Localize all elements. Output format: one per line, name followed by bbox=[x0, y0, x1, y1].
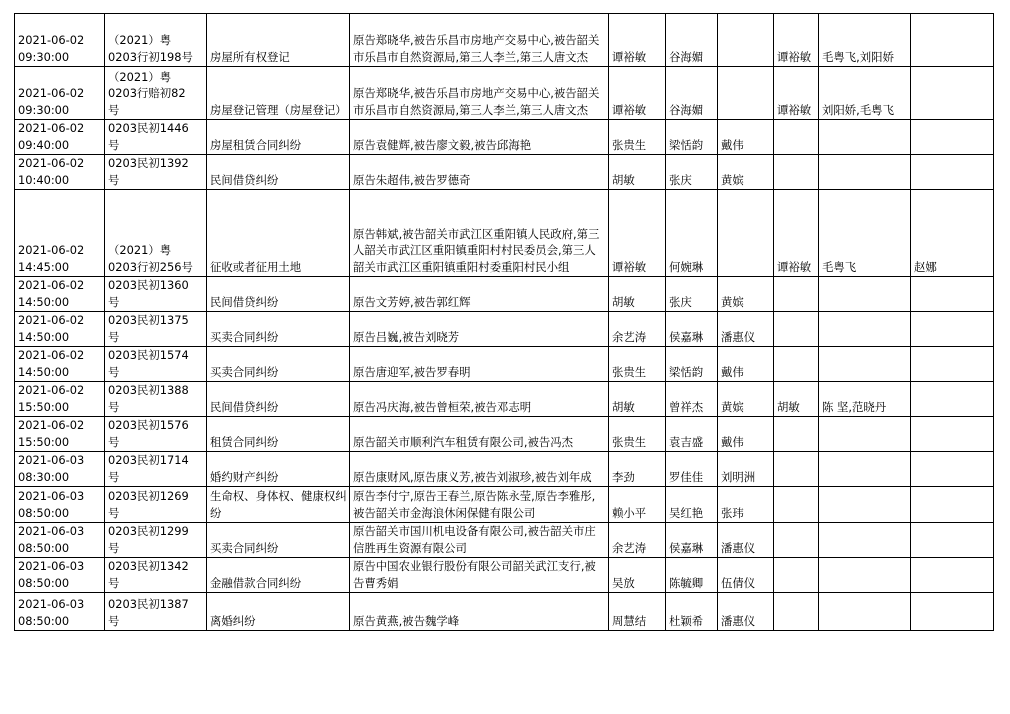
hearing-time-cell: 2021-06-02 09:30:00 bbox=[15, 67, 105, 120]
juror-cell bbox=[911, 67, 994, 120]
panel-members-cell bbox=[819, 347, 911, 382]
juror-cell bbox=[911, 277, 994, 312]
case-number-cell: 0203民初1299 号 bbox=[105, 523, 207, 558]
case-number-cell: 0203民初1388 号 bbox=[105, 382, 207, 417]
case-number-cell: （2021）粤 0203行初198号 bbox=[105, 14, 207, 67]
table-row bbox=[15, 558, 994, 593]
panel-judge-cell bbox=[774, 120, 819, 155]
panel-judge-cell bbox=[774, 558, 819, 593]
hearing-time-cell: 2021-06-03 08:50:00 bbox=[15, 487, 105, 523]
presiding-judge-cell: 周慧结 bbox=[609, 593, 666, 631]
table-row bbox=[15, 67, 994, 120]
clerk-cell: 张庆 bbox=[666, 277, 718, 312]
panel-members-cell bbox=[819, 523, 911, 558]
clerk-cell: 陈毓卿 bbox=[666, 558, 718, 593]
case-number-cell: （2021）粤 0203行赔初82 号 bbox=[105, 67, 207, 120]
clerk-cell: 吴红艳 bbox=[666, 487, 718, 523]
assistant-cell: 黄嫔 bbox=[718, 277, 774, 312]
panel-members-cell: 毛粤飞 bbox=[819, 190, 911, 277]
panel-judge-cell: 谭裕敏 bbox=[774, 67, 819, 120]
parties-cell: 原告唐迎军,被告罗春明 bbox=[350, 347, 609, 382]
parties-cell: 原告黄燕,被告魏学峰 bbox=[350, 593, 609, 631]
clerk-cell: 罗佳佳 bbox=[666, 452, 718, 487]
parties-cell: 原告中国农业银行股份有限公司韶关武江支行,被告曹秀娟 bbox=[350, 558, 609, 593]
assistant-cell: 黄嫔 bbox=[718, 155, 774, 190]
case-cause-cell: 房屋登记管理（房屋登记） bbox=[207, 67, 350, 120]
parties-cell: 原告韩斌,被告韶关市武江区重阳镇人民政府,第三人韶关市武江区重阳镇重阳村村民委员会,第三人韶关市武江区重阳镇重阳村委重阳村民小组 bbox=[350, 190, 609, 277]
hearing-time-cell: 2021-06-02 15:50:00 bbox=[15, 382, 105, 417]
presiding-judge-cell: 谭裕敏 bbox=[609, 67, 666, 120]
panel-members-cell bbox=[819, 417, 911, 452]
hearing-time-cell: 2021-06-03 08:30:00 bbox=[15, 452, 105, 487]
case-number-cell: 0203民初1446 号 bbox=[105, 120, 207, 155]
assistant-cell bbox=[718, 190, 774, 277]
juror-cell bbox=[911, 523, 994, 558]
presiding-judge-cell: 胡敏 bbox=[609, 382, 666, 417]
case-cause-cell: 买卖合同纠纷 bbox=[207, 312, 350, 347]
parties-cell: 原告韶关市国川机电设备有限公司,被告韶关市庄信胜再生资源有限公司 bbox=[350, 523, 609, 558]
assistant-cell: 黄嫔 bbox=[718, 382, 774, 417]
parties-cell: 原告袁健辉,被告廖文毅,被告邱海艳 bbox=[350, 120, 609, 155]
panel-members-cell: 陈 坚,范晓丹 bbox=[819, 382, 911, 417]
case-cause-cell: 买卖合同纠纷 bbox=[207, 523, 350, 558]
case-number-cell: 0203民初1269 号 bbox=[105, 487, 207, 523]
juror-cell bbox=[911, 487, 994, 523]
panel-judge-cell bbox=[774, 487, 819, 523]
panel-members-cell: 毛粤飞,刘阳娇 bbox=[819, 14, 911, 67]
table-row bbox=[15, 452, 994, 487]
juror-cell bbox=[911, 382, 994, 417]
presiding-judge-cell: 余艺涛 bbox=[609, 523, 666, 558]
panel-judge-cell bbox=[774, 347, 819, 382]
case-number-cell: 0203民初1360 号 bbox=[105, 277, 207, 312]
case-number-cell: （2021）粤 0203行初256号 bbox=[105, 190, 207, 277]
parties-cell: 原告郑晓华,被告乐昌市房地产交易中心,被告韶关市乐昌市自然资源局,第三人李兰,第三人唐文杰 bbox=[350, 67, 609, 120]
clerk-cell: 侯嘉琳 bbox=[666, 312, 718, 347]
clerk-cell: 梁恬韵 bbox=[666, 120, 718, 155]
table-row bbox=[15, 523, 994, 558]
panel-members-cell bbox=[819, 558, 911, 593]
case-cause-cell: 民间借贷纠纷 bbox=[207, 155, 350, 190]
hearing-time-cell: 2021-06-02 14:45:00 bbox=[15, 190, 105, 277]
presiding-judge-cell: 胡敏 bbox=[609, 155, 666, 190]
presiding-judge-cell: 胡敏 bbox=[609, 277, 666, 312]
table-row bbox=[15, 120, 994, 155]
case-cause-cell: 离婚纠纷 bbox=[207, 593, 350, 631]
assistant-cell: 潘惠仪 bbox=[718, 312, 774, 347]
assistant-cell bbox=[718, 14, 774, 67]
table-row bbox=[15, 347, 994, 382]
parties-cell: 原告韶关市顺利汽车租赁有限公司,被告冯杰 bbox=[350, 417, 609, 452]
case-cause-cell: 买卖合同纠纷 bbox=[207, 347, 350, 382]
presiding-judge-cell: 谭裕敏 bbox=[609, 14, 666, 67]
assistant-cell: 伍倩仪 bbox=[718, 558, 774, 593]
table-row bbox=[15, 277, 994, 312]
assistant-cell: 潘惠仪 bbox=[718, 593, 774, 631]
panel-members-cell bbox=[819, 452, 911, 487]
table-row bbox=[15, 155, 994, 190]
parties-cell: 原告文芳婷,被告郭红辉 bbox=[350, 277, 609, 312]
case-cause-cell: 房屋所有权登记 bbox=[207, 14, 350, 67]
juror-cell bbox=[911, 417, 994, 452]
assistant-cell: 张玮 bbox=[718, 487, 774, 523]
presiding-judge-cell: 赖小平 bbox=[609, 487, 666, 523]
case-number-cell: 0203民初1375 号 bbox=[105, 312, 207, 347]
case-cause-cell: 民间借贷纠纷 bbox=[207, 277, 350, 312]
presiding-judge-cell: 吴放 bbox=[609, 558, 666, 593]
assistant-cell: 潘惠仪 bbox=[718, 523, 774, 558]
case-number-cell: 0203民初1714 号 bbox=[105, 452, 207, 487]
hearing-time-cell: 2021-06-02 14:50:00 bbox=[15, 312, 105, 347]
presiding-judge-cell: 余艺涛 bbox=[609, 312, 666, 347]
juror-cell bbox=[911, 120, 994, 155]
case-cause-cell: 生命权、身体权、健康权纠纷 bbox=[207, 487, 350, 523]
hearing-time-cell: 2021-06-02 09:40:00 bbox=[15, 120, 105, 155]
hearing-time-cell: 2021-06-02 14:50:00 bbox=[15, 347, 105, 382]
table-row bbox=[15, 382, 994, 417]
presiding-judge-cell: 谭裕敏 bbox=[609, 190, 666, 277]
assistant-cell: 戴伟 bbox=[718, 347, 774, 382]
panel-judge-cell bbox=[774, 277, 819, 312]
hearing-time-cell: 2021-06-03 08:50:00 bbox=[15, 593, 105, 631]
case-cause-cell: 民间借贷纠纷 bbox=[207, 382, 350, 417]
case-number-cell: 0203民初1387 号 bbox=[105, 593, 207, 631]
hearing-time-cell: 2021-06-03 08:50:00 bbox=[15, 523, 105, 558]
hearing-schedule-table bbox=[14, 13, 994, 631]
panel-members-cell bbox=[819, 277, 911, 312]
assistant-cell: 刘明洲 bbox=[718, 452, 774, 487]
case-number-cell: 0203民初1574 号 bbox=[105, 347, 207, 382]
panel-members-cell bbox=[819, 155, 911, 190]
case-cause-cell: 房屋租赁合同纠纷 bbox=[207, 120, 350, 155]
hearing-time-cell: 2021-06-03 08:50:00 bbox=[15, 558, 105, 593]
parties-cell: 原告冯庆海,被告曾桓荣,被告邓志明 bbox=[350, 382, 609, 417]
case-cause-cell: 征收或者征用土地 bbox=[207, 190, 350, 277]
clerk-cell: 袁吉盛 bbox=[666, 417, 718, 452]
parties-cell: 原告康财风,原告康义芳,被告刘淑珍,被告刘年成 bbox=[350, 452, 609, 487]
table-row bbox=[15, 593, 994, 631]
juror-cell bbox=[911, 14, 994, 67]
clerk-cell: 杜颖希 bbox=[666, 593, 718, 631]
panel-judge-cell bbox=[774, 312, 819, 347]
assistant-cell: 戴伟 bbox=[718, 120, 774, 155]
parties-cell: 原告朱超伟,被告罗德奇 bbox=[350, 155, 609, 190]
clerk-cell: 曾祥杰 bbox=[666, 382, 718, 417]
clerk-cell: 谷海媚 bbox=[666, 14, 718, 67]
panel-members-cell bbox=[819, 312, 911, 347]
panel-judge-cell bbox=[774, 417, 819, 452]
panel-judge-cell bbox=[774, 452, 819, 487]
panel-judge-cell: 谭裕敏 bbox=[774, 14, 819, 67]
table-row bbox=[15, 14, 994, 67]
presiding-judge-cell: 李劲 bbox=[609, 452, 666, 487]
clerk-cell: 谷海媚 bbox=[666, 67, 718, 120]
presiding-judge-cell: 张贵生 bbox=[609, 417, 666, 452]
panel-judge-cell: 谭裕敏 bbox=[774, 190, 819, 277]
panel-judge-cell bbox=[774, 523, 819, 558]
clerk-cell: 侯嘉琳 bbox=[666, 523, 718, 558]
presiding-judge-cell: 张贵生 bbox=[609, 120, 666, 155]
assistant-cell: 戴伟 bbox=[718, 417, 774, 452]
juror-cell: 赵娜 bbox=[911, 190, 994, 277]
juror-cell bbox=[911, 452, 994, 487]
table-row bbox=[15, 190, 994, 277]
clerk-cell: 何婉琳 bbox=[666, 190, 718, 277]
case-number-cell: 0203民初1576 号 bbox=[105, 417, 207, 452]
case-number-cell: 0203民初1392 号 bbox=[105, 155, 207, 190]
panel-members-cell bbox=[819, 120, 911, 155]
parties-cell: 原告郑晓华,被告乐昌市房地产交易中心,被告韶关市乐昌市自然资源局,第三人李兰,第三人唐文杰 bbox=[350, 14, 609, 67]
table-row bbox=[15, 487, 994, 523]
juror-cell bbox=[911, 155, 994, 190]
juror-cell bbox=[911, 558, 994, 593]
juror-cell bbox=[911, 312, 994, 347]
panel-judge-cell: 胡敏 bbox=[774, 382, 819, 417]
table-row bbox=[15, 417, 994, 452]
case-cause-cell: 租赁合同纠纷 bbox=[207, 417, 350, 452]
hearing-time-cell: 2021-06-02 10:40:00 bbox=[15, 155, 105, 190]
case-cause-cell: 金融借款合同纠纷 bbox=[207, 558, 350, 593]
case-number-cell: 0203民初1342 号 bbox=[105, 558, 207, 593]
panel-judge-cell bbox=[774, 155, 819, 190]
parties-cell: 原告吕巍,被告刘晓芳 bbox=[350, 312, 609, 347]
panel-members-cell: 刘阳娇,毛粤飞 bbox=[819, 67, 911, 120]
presiding-judge-cell: 张贵生 bbox=[609, 347, 666, 382]
hearing-time-cell: 2021-06-02 14:50:00 bbox=[15, 277, 105, 312]
clerk-cell: 梁恬韵 bbox=[666, 347, 718, 382]
table-row bbox=[15, 312, 994, 347]
panel-members-cell bbox=[819, 487, 911, 523]
juror-cell bbox=[911, 593, 994, 631]
table-body bbox=[15, 14, 994, 631]
panel-members-cell bbox=[819, 593, 911, 631]
hearing-time-cell: 2021-06-02 15:50:00 bbox=[15, 417, 105, 452]
juror-cell bbox=[911, 347, 994, 382]
parties-cell: 原告李付宁,原告王春兰,原告陈永莹,原告李雅彤,被告韶关市金海浪休闲保健有限公司 bbox=[350, 487, 609, 523]
case-cause-cell: 婚约财产纠纷 bbox=[207, 452, 350, 487]
clerk-cell: 张庆 bbox=[666, 155, 718, 190]
hearing-time-cell: 2021-06-02 09:30:00 bbox=[15, 14, 105, 67]
assistant-cell bbox=[718, 67, 774, 120]
panel-judge-cell bbox=[774, 593, 819, 631]
